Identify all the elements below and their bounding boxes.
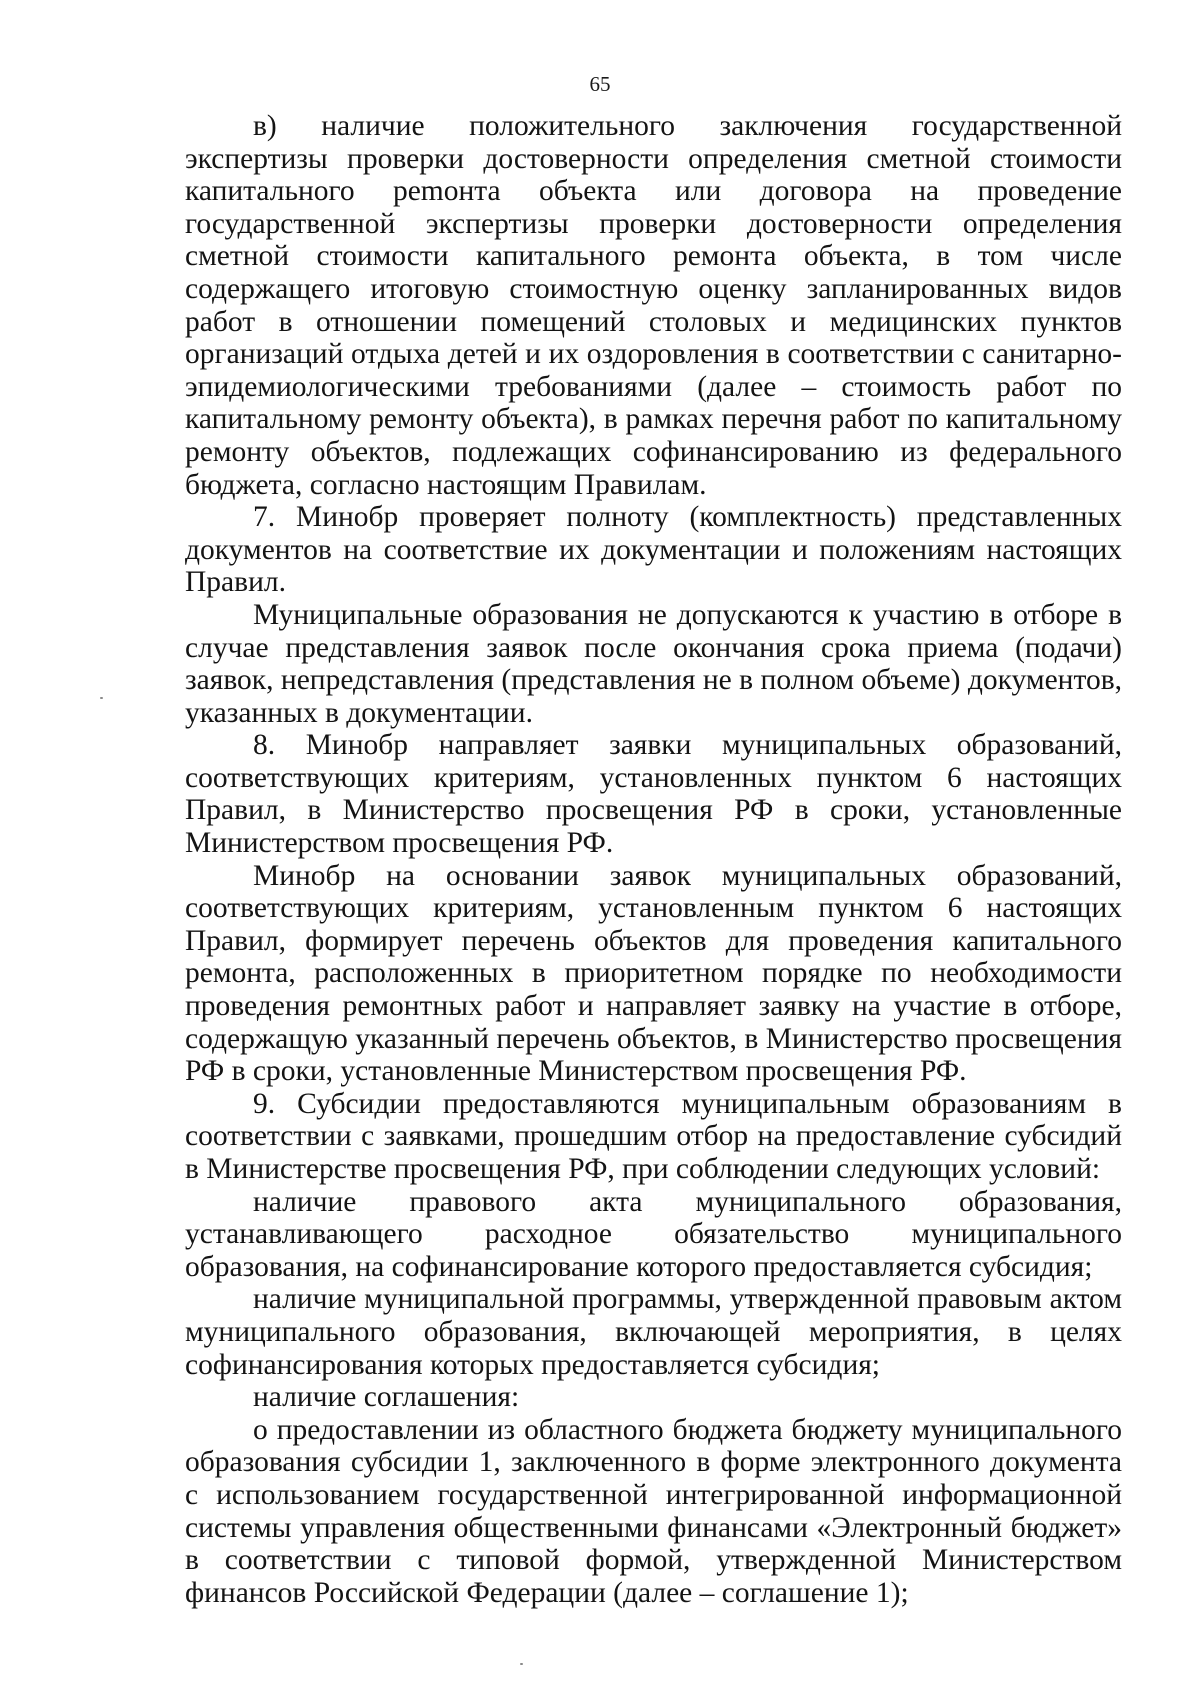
paragraph-object-list: Минобр на основании заявок муниципальных образований, соответствующих критериям, установленным пунктом 6 настоящих Правил, формирует перечень объектов для проведения капитального ремонта, расположенных в приоритетном порядке по необходимости проведения ремонтных работ и направляет заявку на участие в отборе, содержащую указанный перечень объектов, в Министерство просвещения РФ в сроки, установленные Министерством просвещения РФ.: [185, 859, 1122, 1088]
paragraph-item-8: 8. Минобр направляет заявки муниципальных образований, соответствующих критериям, установленных пунктом 6 настоящих Правил, в Министерство просвещения РФ в сроки, установленные Министерством просвещения РФ.: [185, 729, 1122, 860]
document-body: [185, 110, 1122, 1609]
paragraph-agreement-1: о предоставлении из областного бюджета бюджету муниципального образования субсидии 1, заключенного в форме электронного документа с использованием государственной интегрированной информационной системы управления общественными финансами «Электронный бюджет» в соответствии с типовой формой, утвержденной Министерством финансов Российской Федерации (далее – соглашение 1);: [185, 1413, 1122, 1609]
page-number: 65: [589, 72, 611, 96]
paragraph-item-9: 9. Субсидии предоставляются муниципальным образованиям в соответствии с заявками, прошедшим отбор на предоставление субсидий в Министерстве просвещения РФ, при соблюдении следующих условий:: [185, 1087, 1122, 1185]
paragraph-municipal-program: наличие муниципальной программы, утвержденной правовым актом муниципального образования, включающей мероприятия, в целях софинансирования которых предоставляется субсидия;: [185, 1283, 1122, 1381]
paragraph-expertise-condition: в) наличие положительного заключения государственной экспертизы проверки достоверности определения сметной стоимости капитального реmонта объекта или договора на проведение государственной экспертизы проверки достоверности определения сметной стоимости капитального ремонта объекта, в том числе содержащего итоговую стоимостную оценку запланированных видов работ в отношении помещений столовых и медицинских пунктов организаций отдыха детей и их оздоровления в соответствии с санитарно-эпидемиологическими требованиями (далее – стоимость работ по капитальному ремонту объекта), в рамках перечня работ по капитальному ремонту объектов, подлежащих софинансированию из федерального бюджета, согласно настоящим Правилам.: [185, 110, 1122, 501]
scan-speck: [520, 1663, 523, 1665]
paragraph-item-7: 7. Минобр проверяет полноту (комплектность) представленных документов на соответствие их документации и положениям настоящих Правил.: [185, 501, 1122, 599]
paragraph-exclusion: Муниципальные образования не допускаются к участию в отборе в случае представления заявок после окончания срока приема (подачи) заявок, непредставления (представления не в полном объеме) документов, указанных в документации.: [185, 598, 1122, 729]
scan-speck: [100, 697, 103, 699]
paragraph-legal-act: наличие правового акта муниципального образования, устанавливающего расходное обязательство муниципального образования, на софинансирование которого предоставляется субсидия;: [185, 1185, 1122, 1283]
paragraph-agreement: наличие соглашения:: [253, 1381, 520, 1414]
